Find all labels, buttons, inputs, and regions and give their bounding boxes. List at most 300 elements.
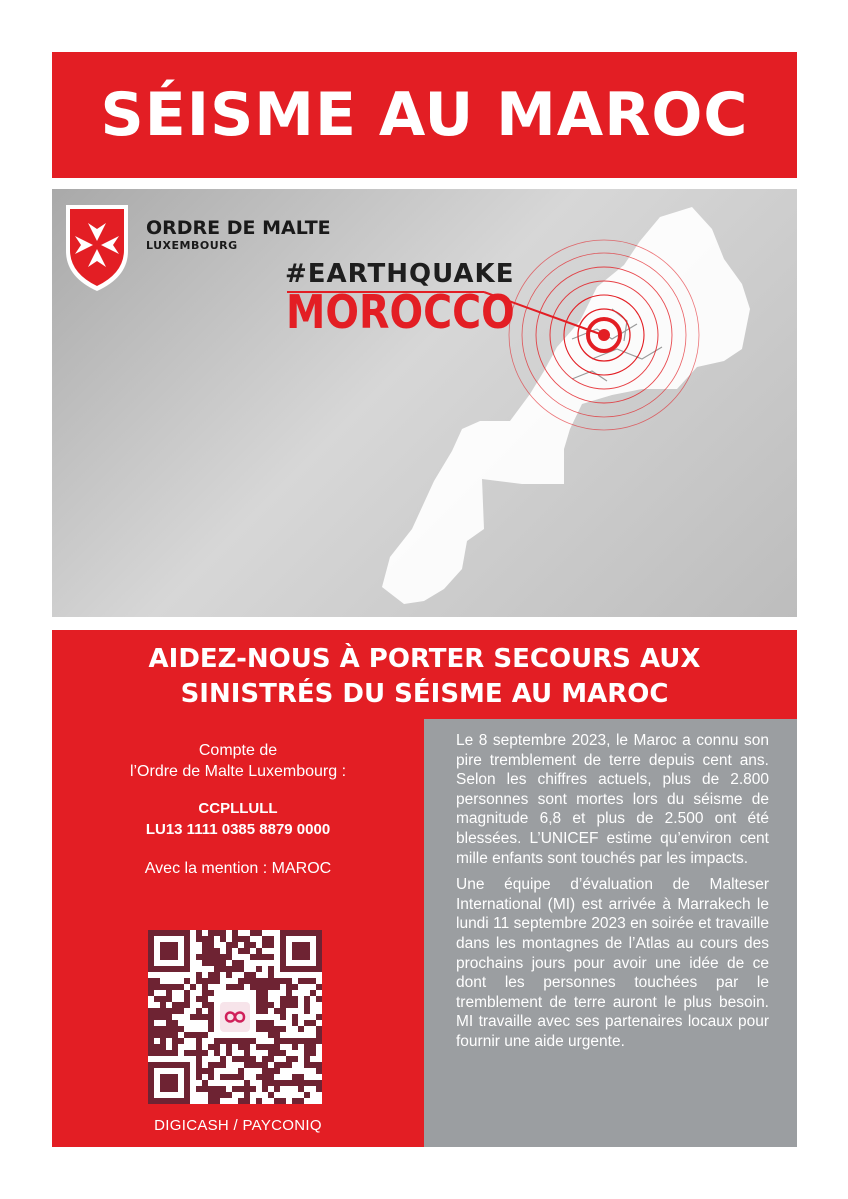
qr-module bbox=[256, 996, 262, 1002]
payment-methods-label: DIGICASH / PAYCONIQ bbox=[154, 1117, 322, 1134]
qr-module bbox=[196, 1014, 202, 1020]
qr-module bbox=[304, 1002, 310, 1008]
qr-module bbox=[238, 1098, 244, 1104]
qr-module bbox=[256, 948, 262, 954]
qr-module bbox=[214, 1086, 220, 1092]
qr-module bbox=[268, 1092, 274, 1098]
donation-details bbox=[52, 740, 424, 879]
qr-module bbox=[196, 978, 202, 984]
qr-module bbox=[202, 936, 208, 942]
qr-module bbox=[172, 1026, 178, 1032]
headline-line-2: SINISTRÉS DU SÉISME AU MAROC bbox=[180, 679, 669, 709]
qr-module bbox=[226, 1044, 232, 1050]
qr-module bbox=[280, 1080, 286, 1086]
qr-module bbox=[148, 1014, 154, 1020]
qr-module bbox=[250, 1062, 256, 1068]
qr-module bbox=[256, 1062, 262, 1068]
page-title: SÉISME AU MAROC bbox=[100, 80, 749, 150]
qr-module bbox=[256, 984, 262, 990]
qr-module bbox=[316, 984, 322, 990]
qr-module bbox=[280, 1002, 286, 1008]
qr-module bbox=[226, 954, 232, 960]
qr-module bbox=[274, 1062, 280, 1068]
qr-module bbox=[154, 1032, 160, 1038]
qr-module bbox=[148, 984, 154, 990]
qr-module bbox=[292, 984, 298, 990]
qr-module bbox=[292, 1098, 298, 1104]
body-paragraph-1: Le 8 septembre 2023, le Maroc a connu son pire tremblement de terre depuis cent ans. Selon les chiffres actuels, plus de 2.800 personnes sont mortes lors du séisme de magnitude 6,8 et plus de 2.500 ont été blessées. L’UNICEF estime qu’environ cent mille enfants sont touchés par les impacts. bbox=[456, 732, 769, 867]
qr-module bbox=[316, 1038, 322, 1044]
qr-module bbox=[166, 984, 172, 990]
qr-module bbox=[160, 1044, 166, 1050]
qr-module bbox=[280, 996, 286, 1002]
qr-module bbox=[154, 978, 160, 984]
qr-module bbox=[310, 1062, 316, 1068]
qr-module bbox=[274, 1068, 280, 1074]
qr-module bbox=[268, 1056, 274, 1062]
qr-module bbox=[250, 942, 256, 948]
qr-module bbox=[238, 966, 244, 972]
qr-module bbox=[274, 1044, 280, 1050]
qr-module bbox=[274, 1032, 280, 1038]
qr-module bbox=[268, 1002, 274, 1008]
qr-module bbox=[178, 1002, 184, 1008]
qr-module bbox=[274, 978, 280, 984]
qr-module bbox=[202, 984, 208, 990]
qr-module bbox=[202, 996, 208, 1002]
qr-module bbox=[244, 948, 250, 954]
qr-module bbox=[268, 966, 274, 972]
qr-module bbox=[298, 1026, 304, 1032]
qr-module bbox=[244, 1056, 250, 1062]
qr-module bbox=[256, 1074, 262, 1080]
qr-module bbox=[244, 978, 250, 984]
qr-module bbox=[220, 954, 226, 960]
qr-module bbox=[148, 1032, 154, 1038]
qr-module bbox=[232, 960, 238, 966]
qr-module bbox=[268, 1050, 274, 1056]
qr-module bbox=[238, 936, 244, 942]
qr-module bbox=[184, 1032, 190, 1038]
qr-module bbox=[154, 1014, 160, 1020]
payment-qr-code[interactable] bbox=[148, 930, 322, 1104]
qr-module bbox=[220, 1092, 226, 1098]
qr-module bbox=[208, 1014, 214, 1020]
qr-module bbox=[280, 978, 286, 984]
qr-module bbox=[262, 1080, 268, 1086]
qr-module bbox=[148, 1050, 154, 1056]
qr-module bbox=[268, 1044, 274, 1050]
qr-module bbox=[160, 1038, 166, 1044]
qr-module bbox=[190, 1032, 196, 1038]
qr-module bbox=[202, 978, 208, 984]
infinity-logo-icon bbox=[214, 996, 256, 1038]
qr-module bbox=[178, 1026, 184, 1032]
qr-module bbox=[316, 1062, 322, 1068]
qr-module bbox=[220, 1062, 226, 1068]
qr-module bbox=[196, 1032, 202, 1038]
qr-module bbox=[286, 1038, 292, 1044]
qr-module bbox=[298, 1080, 304, 1086]
qr-module bbox=[202, 954, 208, 960]
qr-module bbox=[262, 1002, 268, 1008]
qr-module bbox=[262, 1044, 268, 1050]
qr-module bbox=[148, 1008, 154, 1014]
hashtag-earthquake: #EARTHQUAKE bbox=[285, 259, 515, 289]
qr-module bbox=[178, 1038, 184, 1044]
qr-module bbox=[226, 972, 232, 978]
qr-module bbox=[280, 1008, 286, 1014]
qr-module bbox=[214, 1062, 220, 1068]
qr-module bbox=[172, 1050, 178, 1056]
qr-module bbox=[154, 1008, 160, 1014]
qr-module bbox=[244, 1080, 250, 1086]
qr-module bbox=[214, 954, 220, 960]
qr-module bbox=[184, 1050, 190, 1056]
qr-module bbox=[292, 1056, 298, 1062]
qr-module bbox=[166, 1008, 172, 1014]
qr-finder-pattern bbox=[280, 930, 322, 972]
qr-module bbox=[250, 1086, 256, 1092]
qr-module bbox=[244, 942, 250, 948]
qr-module bbox=[304, 996, 310, 1002]
qr-module bbox=[208, 954, 214, 960]
qr-module bbox=[292, 1020, 298, 1026]
qr-module bbox=[256, 1008, 262, 1014]
qr-module bbox=[172, 1002, 178, 1008]
qr-module bbox=[280, 1038, 286, 1044]
qr-module bbox=[232, 930, 238, 936]
qr-module bbox=[196, 954, 202, 960]
qr-module bbox=[316, 1026, 322, 1032]
qr-module bbox=[262, 1086, 268, 1092]
info-text-panel bbox=[424, 719, 797, 1147]
qr-module bbox=[304, 1056, 310, 1062]
qr-module bbox=[304, 978, 310, 984]
qr-finder-pattern bbox=[148, 1062, 190, 1104]
qr-module bbox=[256, 978, 262, 984]
qr-module bbox=[172, 1008, 178, 1014]
qr-module bbox=[196, 996, 202, 1002]
qr-module bbox=[196, 1074, 202, 1080]
qr-module bbox=[160, 1014, 166, 1020]
qr-module bbox=[172, 984, 178, 990]
qr-module bbox=[154, 996, 160, 1002]
qr-module bbox=[274, 1026, 280, 1032]
qr-module bbox=[214, 978, 220, 984]
qr-module bbox=[286, 978, 292, 984]
qr-module bbox=[274, 1098, 280, 1104]
qr-module bbox=[310, 1050, 316, 1056]
qr-module bbox=[274, 1086, 280, 1092]
qr-module bbox=[238, 1038, 244, 1044]
qr-module bbox=[208, 960, 214, 966]
qr-module bbox=[244, 1050, 250, 1056]
map-panel bbox=[52, 189, 797, 617]
qr-module bbox=[262, 978, 268, 984]
qr-module bbox=[166, 1014, 172, 1020]
qr-module bbox=[202, 1050, 208, 1056]
qr-module bbox=[184, 1002, 190, 1008]
qr-module bbox=[298, 1086, 304, 1092]
qr-module bbox=[202, 1014, 208, 1020]
qr-module bbox=[292, 996, 298, 1002]
qr-module bbox=[274, 1080, 280, 1086]
qr-module bbox=[196, 936, 202, 942]
qr-module bbox=[166, 1032, 172, 1038]
qr-module bbox=[172, 1020, 178, 1026]
appeal-headline bbox=[52, 642, 797, 712]
qr-module bbox=[268, 936, 274, 942]
qr-module bbox=[316, 1032, 322, 1038]
account-label-line-1: Compte de bbox=[198, 742, 278, 759]
iban-number: LU13 1111 0385 8879 0000 bbox=[145, 821, 331, 838]
qr-module bbox=[292, 1080, 298, 1086]
qr-module bbox=[202, 1068, 208, 1074]
qr-module bbox=[208, 948, 214, 954]
qr-module bbox=[172, 1032, 178, 1038]
qr-module bbox=[298, 978, 304, 984]
account-label-line-2: l’Ordre de Malte Luxembourg : bbox=[129, 763, 347, 780]
qr-module bbox=[160, 1032, 166, 1038]
qr-module bbox=[148, 1044, 154, 1050]
qr-module bbox=[160, 1050, 166, 1056]
qr-module bbox=[214, 960, 220, 966]
qr-module bbox=[280, 1026, 286, 1032]
qr-module bbox=[214, 1092, 220, 1098]
qr-module bbox=[250, 984, 256, 990]
qr-module bbox=[154, 1026, 160, 1032]
qr-module bbox=[208, 1026, 214, 1032]
qr-module bbox=[166, 990, 172, 996]
qr-module bbox=[208, 990, 214, 996]
qr-module bbox=[166, 996, 172, 1002]
qr-module bbox=[262, 984, 268, 990]
qr-module bbox=[268, 978, 274, 984]
qr-module bbox=[316, 1080, 322, 1086]
qr-module bbox=[262, 936, 268, 942]
qr-module bbox=[298, 1074, 304, 1080]
qr-module bbox=[262, 954, 268, 960]
qr-module bbox=[226, 1050, 232, 1056]
organization-subtitle: LUXEMBOURG bbox=[146, 239, 238, 252]
qr-module bbox=[226, 1092, 232, 1098]
payment-reference: Avec la mention : MAROC bbox=[144, 860, 332, 877]
qr-module bbox=[250, 978, 256, 984]
qr-module bbox=[250, 1056, 256, 1062]
qr-module bbox=[280, 1050, 286, 1056]
qr-module bbox=[238, 1044, 244, 1050]
qr-module bbox=[268, 1032, 274, 1038]
qr-module bbox=[202, 1080, 208, 1086]
qr-module bbox=[256, 1098, 262, 1104]
organization-name: ORDRE DE MALTE bbox=[146, 217, 331, 239]
qr-module bbox=[184, 996, 190, 1002]
qr-module bbox=[304, 1080, 310, 1086]
qr-module bbox=[202, 1002, 208, 1008]
qr-module bbox=[184, 990, 190, 996]
qr-module bbox=[250, 972, 256, 978]
qr-module bbox=[220, 1056, 226, 1062]
qr-module bbox=[154, 984, 160, 990]
qr-module bbox=[226, 1074, 232, 1080]
qr-module bbox=[202, 1086, 208, 1092]
qr-module bbox=[262, 990, 268, 996]
qr-module bbox=[238, 984, 244, 990]
qr-module bbox=[274, 1050, 280, 1056]
qr-module bbox=[202, 942, 208, 948]
qr-module bbox=[232, 1038, 238, 1044]
qr-module bbox=[268, 954, 274, 960]
qr-module bbox=[256, 1002, 262, 1008]
qr-module bbox=[304, 1092, 310, 1098]
qr-module bbox=[250, 1038, 256, 1044]
qr-module bbox=[256, 1044, 262, 1050]
qr-module bbox=[256, 930, 262, 936]
qr-module bbox=[172, 1044, 178, 1050]
qr-module bbox=[316, 996, 322, 1002]
qr-module bbox=[244, 936, 250, 942]
qr-module bbox=[268, 942, 274, 948]
qr-module bbox=[208, 942, 214, 948]
qr-module bbox=[292, 1014, 298, 1020]
qr-module bbox=[196, 1038, 202, 1044]
qr-module bbox=[304, 1062, 310, 1068]
qr-module bbox=[148, 978, 154, 984]
qr-module bbox=[244, 1038, 250, 1044]
qr-module bbox=[196, 930, 202, 936]
qr-module bbox=[220, 1074, 226, 1080]
qr-module bbox=[238, 948, 244, 954]
qr-module bbox=[148, 1026, 154, 1032]
qr-module bbox=[208, 978, 214, 984]
qr-module bbox=[196, 1062, 202, 1068]
qr-module bbox=[160, 996, 166, 1002]
qr-module bbox=[166, 1050, 172, 1056]
qr-module bbox=[256, 966, 262, 972]
qr-module bbox=[298, 1098, 304, 1104]
qr-module bbox=[310, 1038, 316, 1044]
qr-module bbox=[256, 1026, 262, 1032]
qr-module bbox=[238, 1086, 244, 1092]
qr-module bbox=[250, 954, 256, 960]
qr-module bbox=[148, 1038, 154, 1044]
qr-module bbox=[268, 1020, 274, 1026]
qr-module bbox=[160, 1008, 166, 1014]
qr-module bbox=[244, 1086, 250, 1092]
qr-module bbox=[304, 1044, 310, 1050]
qr-module bbox=[244, 1098, 250, 1104]
maltese-cross-shield-icon bbox=[64, 203, 130, 293]
qr-module bbox=[202, 1032, 208, 1038]
qr-module bbox=[196, 1086, 202, 1092]
qr-module bbox=[196, 1008, 202, 1014]
qr-module bbox=[232, 1086, 238, 1092]
qr-module bbox=[148, 1020, 154, 1026]
qr-module bbox=[208, 1092, 214, 1098]
qr-module bbox=[214, 972, 220, 978]
qr-module bbox=[262, 1068, 268, 1074]
qr-module bbox=[280, 1098, 286, 1104]
qr-module bbox=[148, 990, 154, 996]
qr-module bbox=[232, 966, 238, 972]
qr-module bbox=[244, 972, 250, 978]
qr-module bbox=[280, 1014, 286, 1020]
qr-module bbox=[196, 1044, 202, 1050]
qr-module bbox=[160, 1026, 166, 1032]
qr-module bbox=[232, 984, 238, 990]
qr-module bbox=[262, 1056, 268, 1062]
qr-module bbox=[244, 1062, 250, 1068]
qr-module bbox=[202, 990, 208, 996]
qr-module bbox=[208, 1062, 214, 1068]
qr-module bbox=[220, 930, 226, 936]
qr-module bbox=[232, 942, 238, 948]
qr-module bbox=[310, 1080, 316, 1086]
qr-module bbox=[298, 1038, 304, 1044]
qr-module bbox=[310, 978, 316, 984]
qr-module bbox=[208, 1044, 214, 1050]
qr-module bbox=[172, 1038, 178, 1044]
qr-module bbox=[310, 1020, 316, 1026]
qr-module bbox=[256, 1020, 262, 1026]
qr-module bbox=[214, 966, 220, 972]
qr-module bbox=[286, 984, 292, 990]
qr-module bbox=[220, 966, 226, 972]
qr-module bbox=[220, 960, 226, 966]
qr-module bbox=[190, 1014, 196, 1020]
qr-module bbox=[214, 930, 220, 936]
qr-module bbox=[220, 1038, 226, 1044]
qr-module bbox=[274, 1038, 280, 1044]
qr-module bbox=[232, 936, 238, 942]
headline-line-1: AIDEZ-NOUS À PORTER SECOURS AUX bbox=[148, 644, 701, 674]
qr-module bbox=[232, 1056, 238, 1062]
qr-module bbox=[226, 984, 232, 990]
qr-module bbox=[208, 1086, 214, 1092]
qr-module bbox=[238, 1056, 244, 1062]
qr-module bbox=[238, 978, 244, 984]
qr-module bbox=[316, 1014, 322, 1020]
qr-module bbox=[208, 1098, 214, 1104]
qr-module bbox=[160, 1002, 166, 1008]
qr-module bbox=[178, 984, 184, 990]
qr-module bbox=[310, 990, 316, 996]
qr-module bbox=[196, 1050, 202, 1056]
qr-module bbox=[238, 960, 244, 966]
qr-module bbox=[292, 1038, 298, 1044]
qr-module bbox=[160, 984, 166, 990]
qr-module bbox=[190, 984, 196, 990]
qr-module bbox=[256, 990, 262, 996]
qr-module bbox=[208, 930, 214, 936]
qr-module bbox=[280, 1062, 286, 1068]
qr-code-graphic bbox=[148, 930, 322, 1104]
qr-module bbox=[316, 1068, 322, 1074]
qr-module bbox=[220, 936, 226, 942]
qr-module bbox=[196, 1068, 202, 1074]
qr-module bbox=[286, 1062, 292, 1068]
qr-module bbox=[268, 1080, 274, 1086]
qr-module bbox=[286, 1080, 292, 1086]
qr-module bbox=[286, 996, 292, 1002]
bic-code: CCPLLULL bbox=[198, 800, 278, 817]
qr-module bbox=[214, 1044, 220, 1050]
qr-module bbox=[214, 948, 220, 954]
qr-module bbox=[292, 1044, 298, 1050]
qr-module bbox=[268, 972, 274, 978]
qr-module bbox=[304, 1050, 310, 1056]
